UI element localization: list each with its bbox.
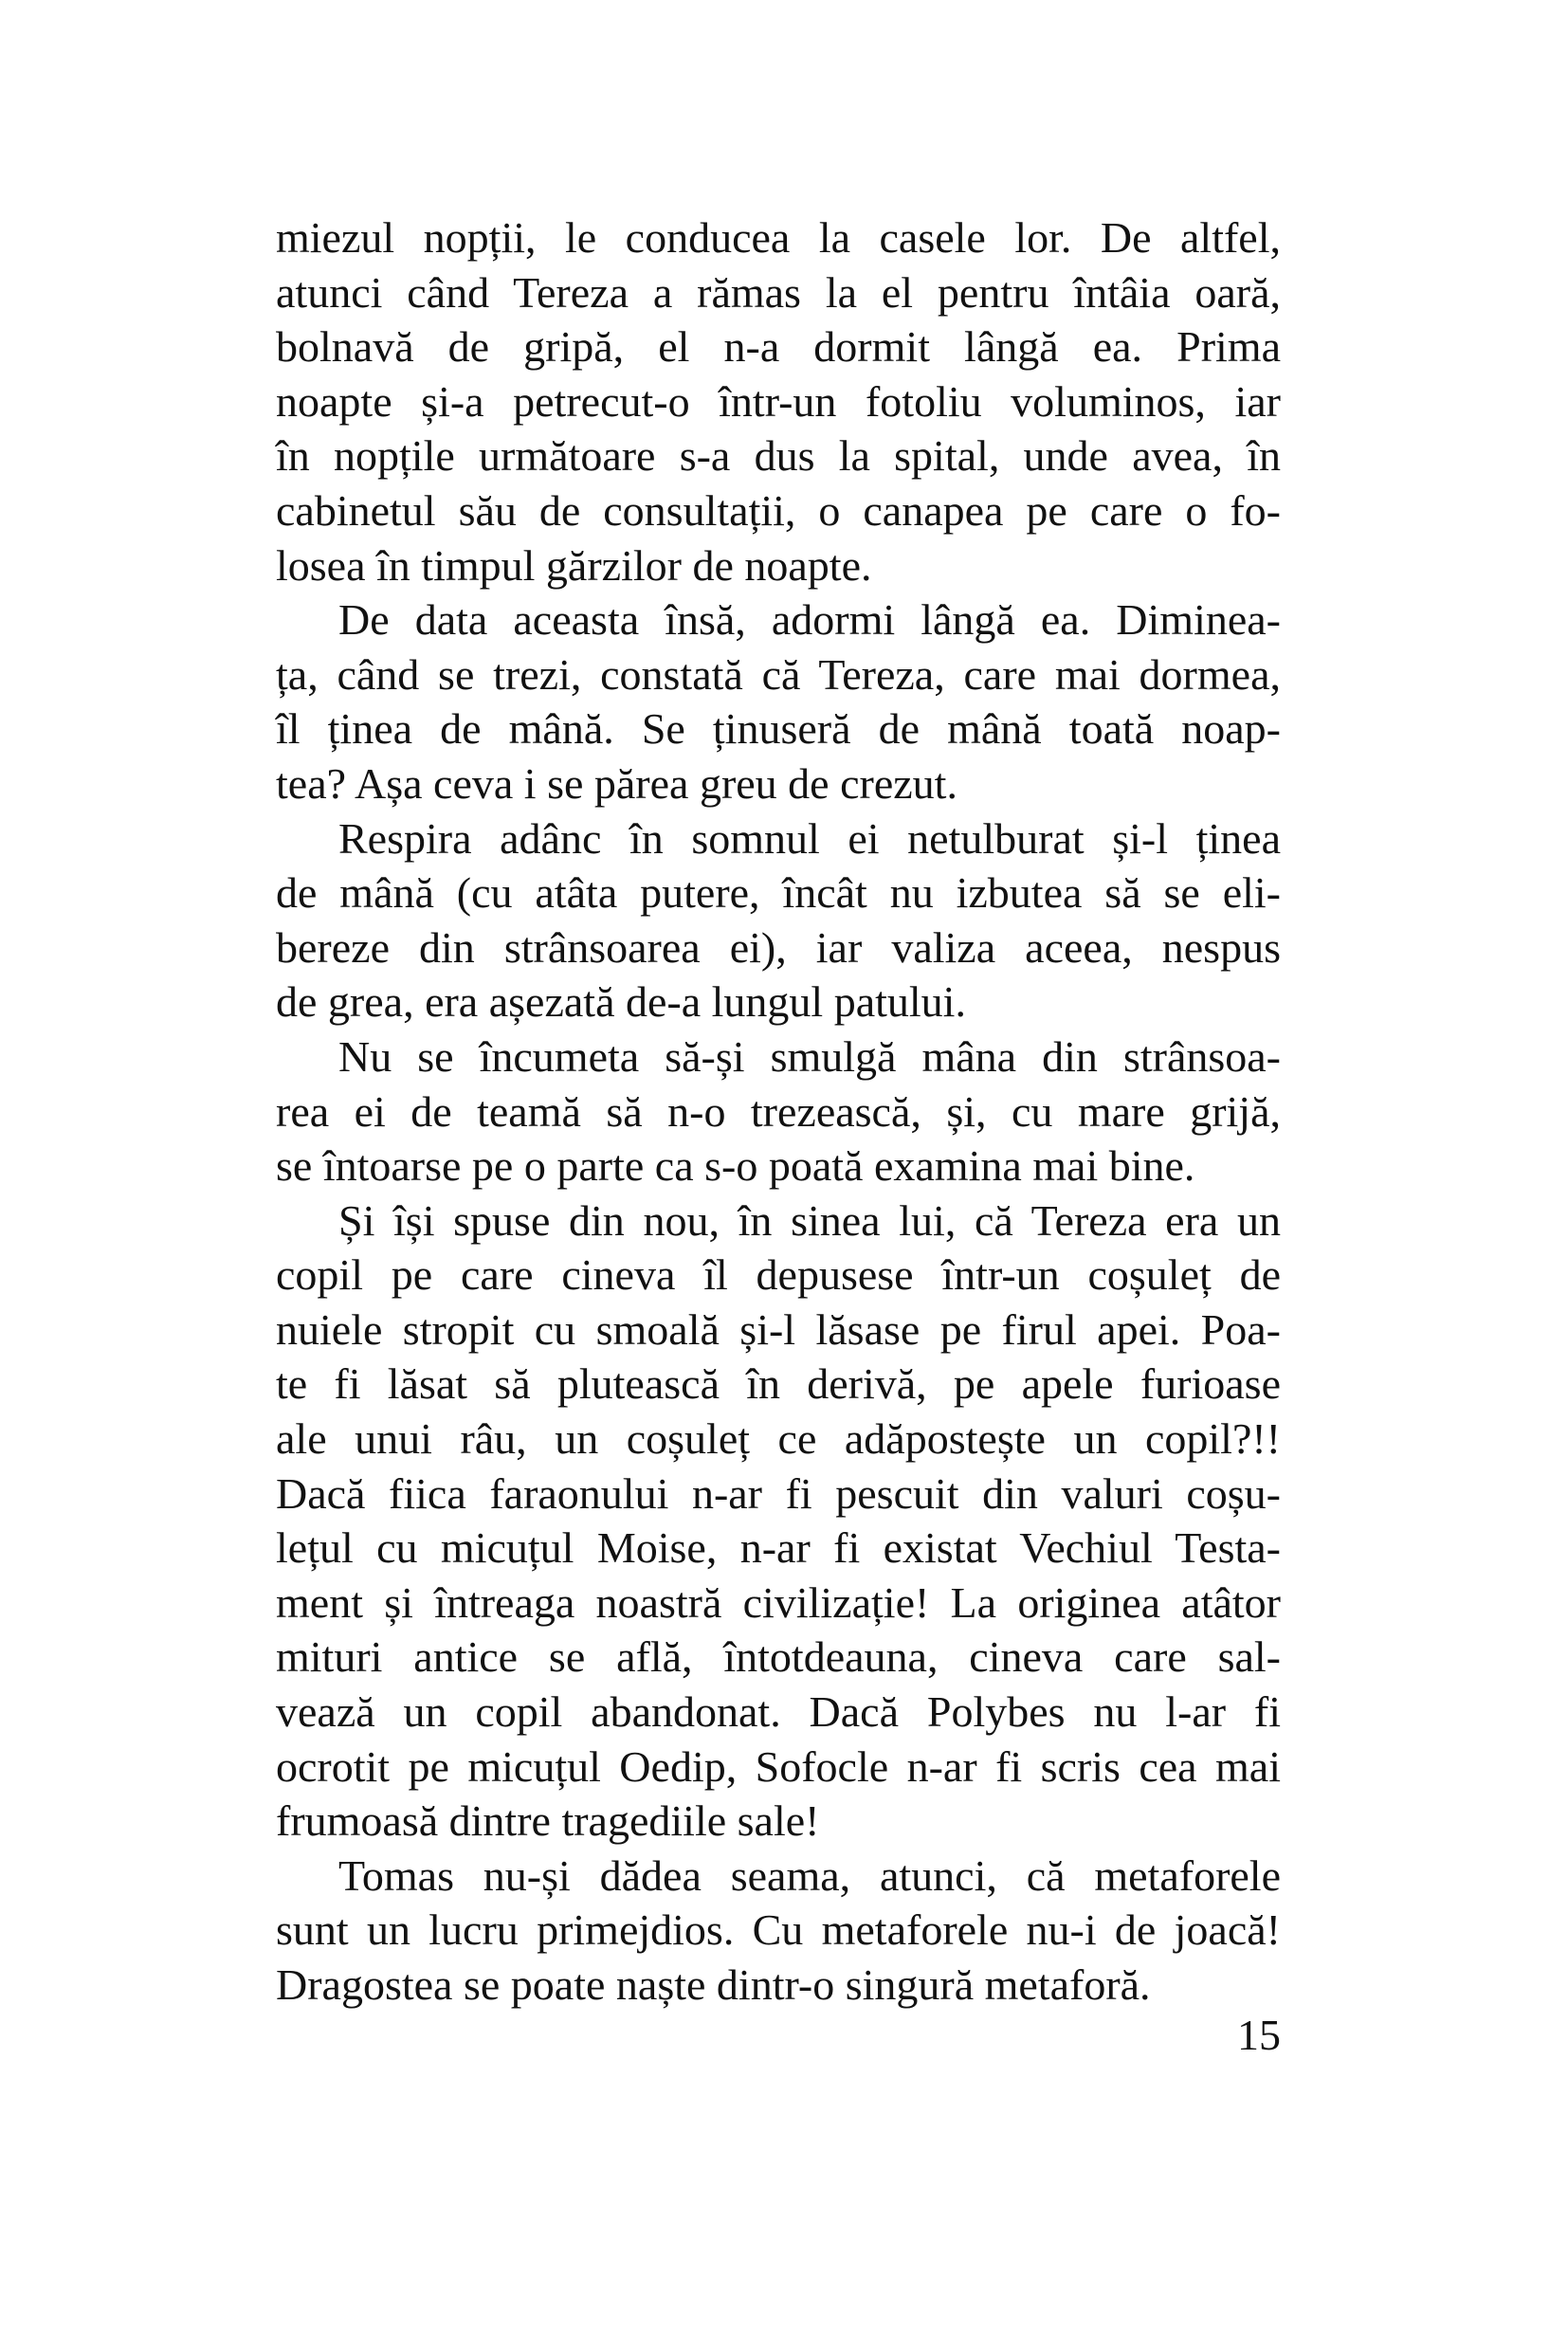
- text-line: Și își spuse din nou, în sinea lui, că Tereza era un: [338, 1195, 1281, 1245]
- paragraph: [276, 1849, 1281, 2013]
- text-line: sunt un lucru primejdios. Cu metaforele nu-i de joacă!: [276, 1905, 1281, 1955]
- paragraph: [276, 592, 1281, 811]
- text-line: în nopțile următoare s-a dus la spital, unde avea, în: [276, 431, 1281, 481]
- text-line: te fi lăsat să plutească în derivă, pe apele furioase: [276, 1359, 1281, 1409]
- text-line: ța, când se trezi, constată că Tereza, care mai dormea,: [276, 649, 1281, 699]
- text-line: se întoarse pe o parte ca s-o poată examina mai bine.: [276, 1141, 1195, 1191]
- text-line: atunci când Tereza a rămas la el pentru întâia oară,: [276, 267, 1281, 317]
- text-line: Dragostea se poate naște dintr-o singură metaforă.: [276, 1960, 1151, 2009]
- text-line: losea în timpul gărzilor de noapte.: [276, 540, 872, 590]
- body-text: [276, 210, 1281, 2013]
- paragraph: [276, 1194, 1281, 1849]
- text-line: mituri antice se află, întotdeauna, cineva care sal-: [276, 1632, 1281, 1682]
- text-line: Tomas nu-și dădea seama, atunci, că metaforele: [338, 1850, 1281, 1900]
- text-line: Nu se încumeta să-și smulgă mâna din strânsoa-: [338, 1031, 1281, 1081]
- text-line: de mână (cu atâta putere, încât nu izbutea să se eli-: [276, 868, 1281, 918]
- text-line: îl ținea de mână. Se ținuseră de mână toată noap-: [276, 704, 1281, 754]
- text-line: copil pe care cineva îl depusese într-un coșuleț de: [276, 1250, 1281, 1300]
- text-line: vează un copil abandonat. Dacă Polybes nu l-ar fi: [276, 1687, 1281, 1737]
- paragraph: [276, 210, 1281, 592]
- text-line: lețul cu micuțul Moise, n-ar fi existat Vechiul Testa-: [276, 1523, 1281, 1573]
- text-line: Dacă fiica faraonului n-ar fi pescuit din valuri coșu-: [276, 1468, 1281, 1518]
- text-line: rea ei de teamă să n-o trezească, și, cu mare grijă,: [276, 1086, 1281, 1136]
- text-line: de grea, era așezată de-a lungul patului.: [276, 977, 966, 1027]
- text-line: bolnavă de gripă, el n-a dormit lângă ea. Prima: [276, 322, 1281, 372]
- paragraph: [276, 811, 1281, 1030]
- text-line: ment și întreaga noastră civilizație! La originea atâtor: [276, 1577, 1281, 1627]
- text-line: noapte și-a petrecut-o într-un fotoliu voluminos, iar: [276, 376, 1281, 426]
- text-line: ocrotit pe micuțul Oedip, Sofocle n-ar fi scris cea mai: [276, 1741, 1281, 1791]
- text-line: bereze din strânsoarea ei), iar valiza aceea, nespus: [276, 922, 1281, 972]
- text-line: cabinetul său de consultații, o canapea pe care o fo-: [276, 485, 1281, 535]
- page-number: 15: [1237, 2011, 1281, 2059]
- text-line: tea? Așa ceva i se părea greu de crezut.: [276, 758, 957, 808]
- text-line: miezul nopții, le conducea la casele lor. De altfel,: [276, 213, 1281, 262]
- paragraph: [276, 1030, 1281, 1194]
- text-line: frumoasă dintre tragediile sale!: [276, 1796, 820, 1846]
- text-line: ale unui râu, un coșuleț ce adăpostește un copil?!!: [276, 1414, 1281, 1464]
- text-line: nuiele stropit cu smoală și-l lăsase pe firul apei. Poa-: [276, 1304, 1281, 1354]
- text-line: Respira adânc în somnul ei netulburat și-l ținea: [338, 813, 1281, 863]
- text-line: De data aceasta însă, adormi lângă ea. Diminea-: [338, 595, 1281, 645]
